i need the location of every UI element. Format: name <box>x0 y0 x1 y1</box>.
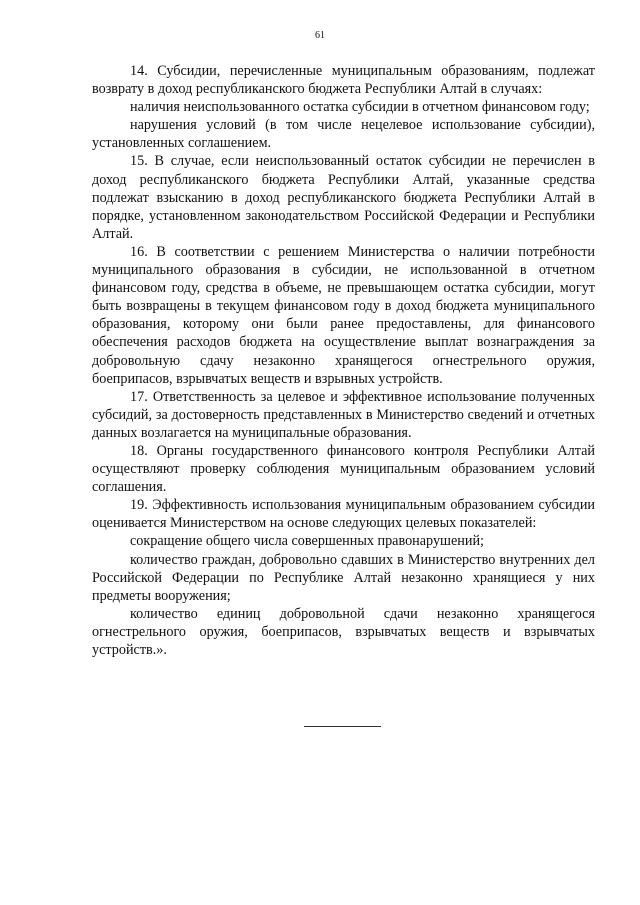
end-divider <box>304 726 381 727</box>
paragraph-17: 17. Ответственность за целевое и эффективное использование полученных субсидий, за достоверность представленных в Министерство сведений и отчетных данных возлагается на муниципальные образования. <box>92 388 595 441</box>
indicator-offense-reduction: сокращение общего числа совершенных правонарушений; <box>130 533 485 550</box>
document-body <box>92 62 595 659</box>
page-number: 61 <box>315 30 325 41</box>
paragraph-14-case-violation: нарушения условий (в том числе нецелевое использование субсидии), установленных соглашением. <box>92 117 595 152</box>
paragraph-14: 14. Субсидии, перечисленные муниципальным образованиям, подлежат возврату в доход республиканского бюджета Республики Алтай в случаях: <box>92 63 595 98</box>
paragraph-15: 15. В случае, если неиспользованный остаток субсидии не перечислен в доход республиканского бюджета Республики Алтай, указанные средства подлежат взысканию в доход республиканского бюджета Республики Алтай в порядке, установленном законодательством Российской Федерации и Республики Алтай. <box>92 153 595 242</box>
paragraph-14-case-unused-balance: наличия неиспользованного остатка субсидии в отчетном финансовом году; <box>130 99 590 116</box>
paragraph-18: 18. Органы государственного финансового контроля Республики Алтай осуществляют проверку соблюдения муниципальным образованием условий соглашения. <box>92 442 595 496</box>
paragraph-16: 16. В соответствии с решением Министерства о наличии потребности муниципального образования в субсидии, не использованной в отчетном финансовом году, средства в объеме, не превышающем остатка субсидии, могут быть возвращены в текущем финансовом году в доход бюджета муниципального образования, которому они были ранее предоставлены, для финансового обеспечения расходов бюджета на осуществление выплат вознаграждения за добровольную сдачу незаконно хранящегося огнестрельного оружия, боеприпасов, взрывчатых веществ и взрывных устройств. <box>92 243 595 387</box>
indicator-citizens-count: количество граждан, добровольно сдавших в Министерство внутренних дел Российской Федерации по Республике Алтай незаконно хранящиеся у них предметы вооружения; <box>92 551 595 604</box>
paragraph-19: 19. Эффективность использования муниципальным образованием субсидии оценивается Министерством на основе следующих целевых показателей: <box>92 497 595 532</box>
indicator-units-count: количество единиц добровольной сдачи незаконно хранящегося огнестрельного оружия, боеприпасов, взрывчатых веществ и взрывчатых устройств.». <box>92 605 595 658</box>
